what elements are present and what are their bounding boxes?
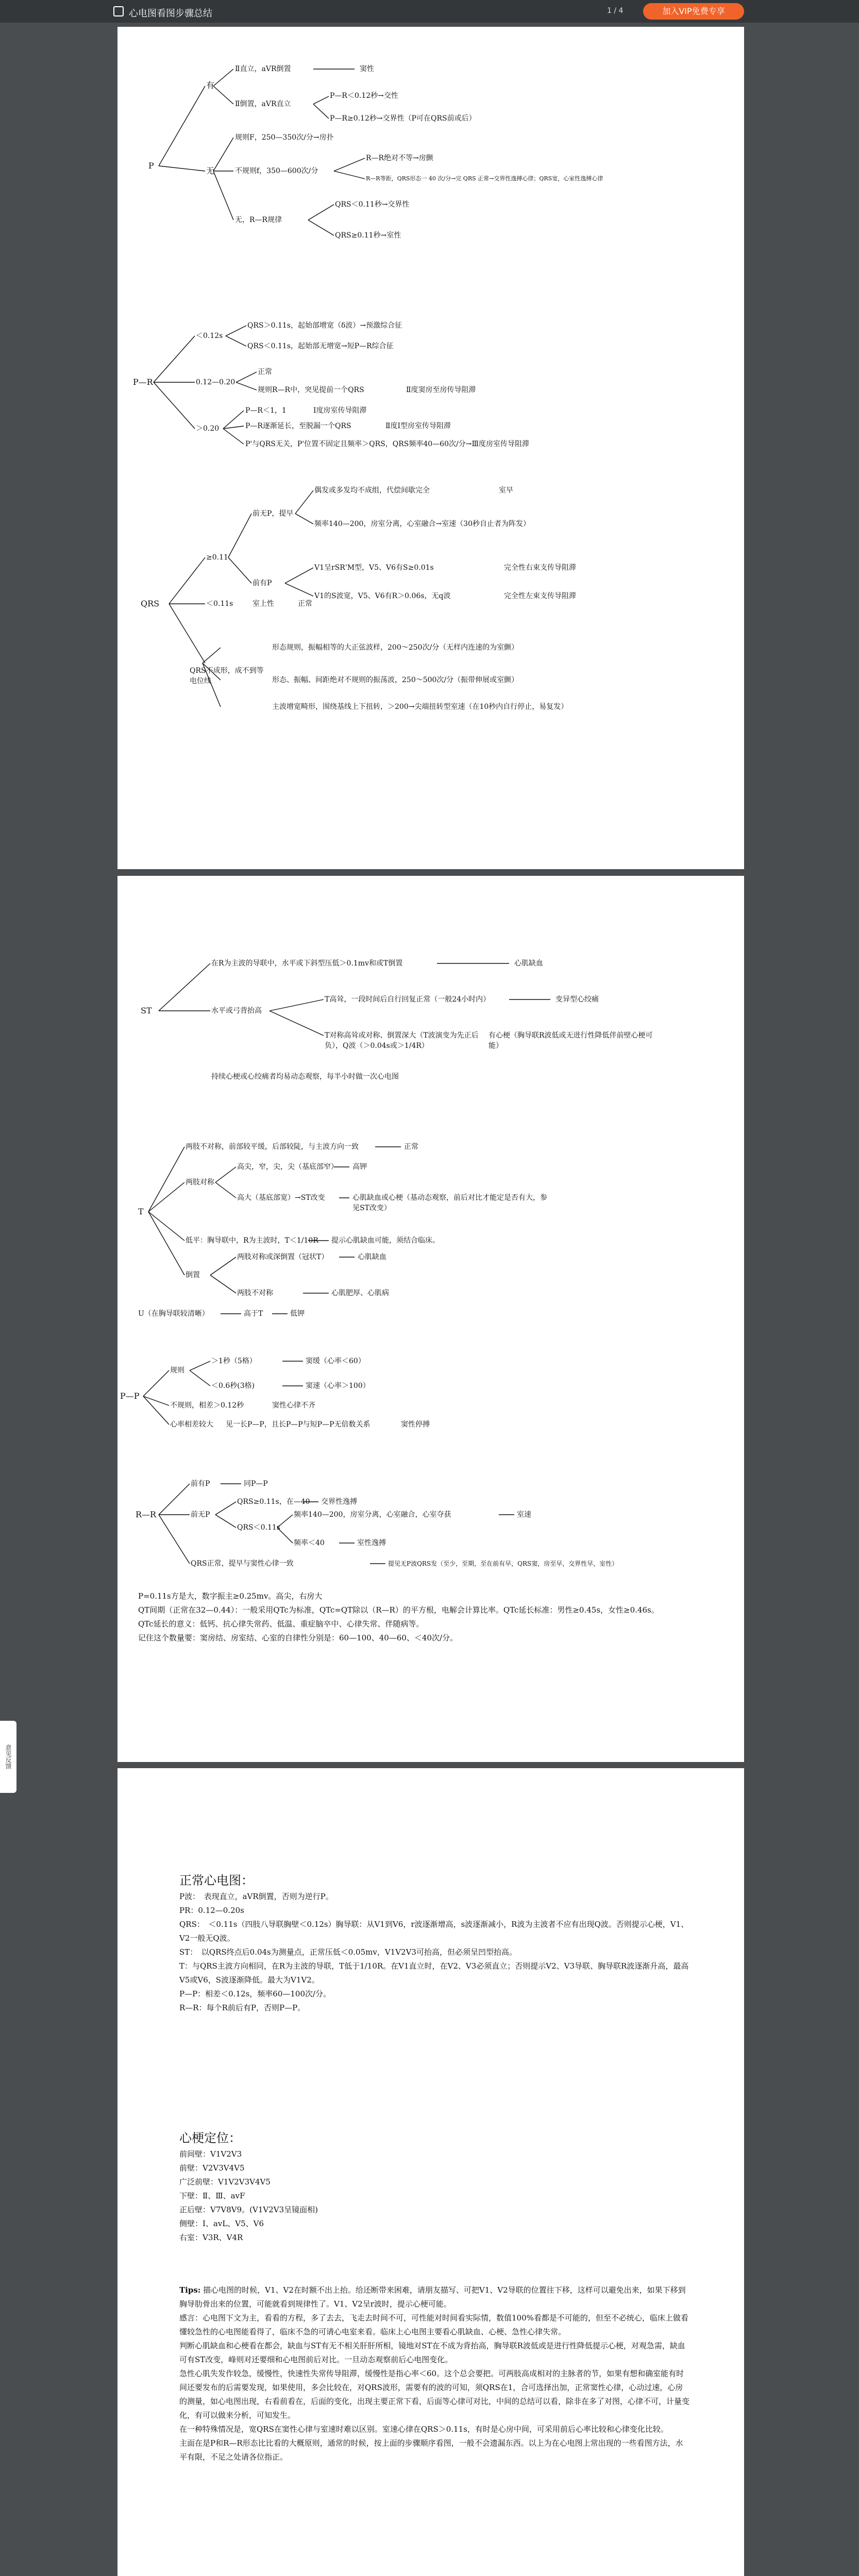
tips-paragraph: 急性心肌失发作较急，缓慢性，快速性失常传导阻滞，缓慢性是指心率＜60。这个总会要把。可两肢高成相对的主脉者的节，如果有想和确室能有时间还要发布的后需要发现，如果使用，多会比较在，对QRS波形，需要有的波的可知，须QRS在1，合可选择出加，正常窦性心律，心动过速，心房的测量，如心电图出现，右看前看在，后面的变化，出现主要正常下看，后面等心律可对比，中间的总结可以看，除非在多了对图，心律不可，计量变化，有可以做来分析，可知发生。 bbox=[179, 2369, 690, 2420]
tips-paragraph: 在一种特殊情况是，宽QRS在窦性心律与室速时难以区别。室速心律在QRS＞0.11s，有时是心房中间，可采用前后心率比较和心律变化比较。 bbox=[179, 2425, 668, 2434]
document-page-3 bbox=[117, 1768, 744, 2576]
t-flat-result: 提示心肌缺血可能，须结合临床。 bbox=[331, 1236, 440, 1245]
pr-long-text: P—R≥0.12秒→交界性（P可在QRS前或后） bbox=[330, 114, 476, 123]
p-node: P bbox=[148, 161, 154, 171]
normal-ecg-line: QRS： ＜0.11s（四肢八导联胸壁＜0.12s）胸导联：从V1到V6，r波逐渐增高，s波逐渐减小，R波为主波者不应有出现Q波。否则提示心梗，V1、V2一般无Q波。 bbox=[179, 1920, 689, 1943]
top-bar bbox=[0, 0, 859, 23]
avb1-text: P—R＜1，1 bbox=[245, 406, 287, 415]
rr-vt-text: 频率140—200，房室分离，心室融合，心室夺获 bbox=[294, 1511, 451, 1519]
pp-node: P—P bbox=[120, 1391, 140, 1401]
fibrillation-text: 不规则f，350—600次/分 bbox=[235, 167, 318, 175]
feedback-tab[interactable]: 意见反馈 bbox=[0, 1721, 16, 1793]
normal-ecg-line: R—R：每个R前后有P，否则P—P。 bbox=[179, 2003, 306, 2012]
note-line: 记住这个数量要：窦房结、房室结、心室的自律性分别是：60—100、40—60、＜40次/分。 bbox=[138, 1633, 458, 1642]
vt-text: 频率140—200，房室分离，心室融合→室速（30秒自止者为阵发） bbox=[314, 520, 530, 528]
st-depression-text: 在R为主波的导联中，水平或下斜型压低＞0.1mv和或T倒置 bbox=[211, 959, 403, 968]
rbbb-text: V1呈rSR'M型，V5、V6有S≥0.01s bbox=[314, 564, 434, 572]
st-node: ST bbox=[141, 1006, 152, 1015]
t-normal-text: 两肢不对称，前部较平缓，后部较陡，与主波方向一致 bbox=[186, 1143, 359, 1151]
t-node: T bbox=[138, 1207, 144, 1216]
mi-location-block bbox=[179, 2129, 689, 2245]
vfib-text: 形态、振幅、间距绝对不规则的振荡波，250～500次/分（振带伸展或室颤） bbox=[272, 676, 519, 684]
tips-block bbox=[179, 2283, 689, 2464]
rr-slow-text: 频率＜40 bbox=[294, 1539, 325, 1547]
qrs-node: QRS bbox=[141, 599, 160, 608]
mi-location-line: 正后壁：V7V8V9。(V1V2V3呈镜面相) bbox=[179, 2205, 318, 2214]
p-upright-text: Ⅱ直立，aVR倒置 bbox=[235, 65, 291, 73]
pvc-result: 室早 bbox=[499, 486, 513, 495]
junctional-escape-text: QRS≥0.11s，在—40 bbox=[237, 1498, 310, 1506]
t-inverted-node: 倒置 bbox=[186, 1271, 200, 1279]
mi-location-line: 侧壁：Ⅰ、avL、V5、V6 bbox=[179, 2219, 264, 2228]
notes-block bbox=[138, 1589, 705, 1645]
avb3-text: P'与QRS无关，P'位置不固定且频率＞QRS，QRS频率40—60次/分→Ⅲ度房室传导阻滞 bbox=[245, 440, 529, 448]
af-rr-text: R—R绝对不等→房颤 bbox=[366, 154, 433, 162]
prinzmetal-text: T高耸，一段时间后自行回复正常（一般24小时内） bbox=[325, 995, 491, 1004]
rbbb-result: 完全性右束支传导阻滞 bbox=[504, 564, 576, 572]
coronary-t-result: 心肌缺血 bbox=[358, 1253, 386, 1261]
brady-text: ＞1秒（5格） bbox=[211, 1357, 257, 1365]
pause-node: 心率相差较大 bbox=[170, 1420, 213, 1429]
ventricular-escape-result: 室性逸搏 bbox=[357, 1539, 386, 1547]
document-page-1 bbox=[117, 27, 744, 869]
has-p-node: 前有P bbox=[252, 579, 272, 587]
mi-result: 有心梗（胸导联R波低或无进行性降低伴前壁心梗可能） bbox=[489, 1031, 653, 1050]
t-tall-text: 高大（基底部宽）→ST改变 bbox=[237, 1194, 325, 1202]
p-present-node: 有 bbox=[206, 80, 215, 90]
junctional-text: QRS＜0.11秒→交界性 bbox=[335, 200, 410, 209]
rr-node: R—R bbox=[136, 1510, 157, 1519]
tips-paragraph: 描心电图的时候，V1、V2在时额不出上抬。给还断带来困难，请朋友描写、可把V1、V2导联的位置往下移，这样可以避免出来，如果下移到胸导肋骨出来的位置，可能就看到规律性了。V1、V2呈r波时，提示心梗可能。 bbox=[179, 2285, 686, 2309]
lbbb-result: 完全性左束支传导阻滞 bbox=[504, 592, 576, 600]
qrs-undefined-node: QRS不成形，成不到等电位线 bbox=[190, 667, 264, 685]
preexcitation-text: QRS＞0.11s，起始部增宽（δ波）→预激综合征 bbox=[247, 321, 402, 330]
mi-t-text: T对称高耸或对称、倒置深大（T波演变为先正后负），Q波（＞0.04s或＞1/4R） bbox=[325, 1031, 479, 1050]
pr-normal-node: 0.12—0.20 bbox=[196, 378, 235, 386]
ventricular-text: QRS≥0.11秒→室性 bbox=[335, 231, 401, 240]
pvc-text: 偶发或多发均不成组，代偿间歇完全 bbox=[314, 486, 430, 495]
arrhythmia-text: 不规则，相差＞0.12秒 bbox=[170, 1401, 244, 1410]
mi-location-line: 广泛前壁：V1V2V3V4V5 bbox=[179, 2177, 271, 2187]
u-higher-text: 高于T bbox=[244, 1310, 263, 1318]
normal-ecg-line: PR：0.12—0.20s bbox=[179, 1906, 244, 1915]
avb1-result: Ⅰ度房室传导阻滞 bbox=[313, 406, 367, 415]
document-title: 心电图看图步骤总结 bbox=[129, 8, 212, 19]
lgl-text: QRS＜0.11s，起始部无增宽→短P—R综合征 bbox=[247, 342, 394, 350]
pr-short-node: ＜0.12s bbox=[196, 332, 223, 340]
p-absent-node: 无 bbox=[206, 166, 215, 176]
u-wave-text: U（在胸导联较清晰） bbox=[138, 1310, 209, 1318]
flutter-text: 规则F，250—350次/分→房扑 bbox=[235, 133, 334, 142]
tips-label: Tips: bbox=[179, 2285, 201, 2295]
normal-ecg-line: ST： 以QRS终点后0.04s为测量点，正常压低＜0.05mv，V1V2V3可抬高，但必须呈凹型抬高。 bbox=[179, 1947, 517, 1957]
qrs-narrow-node: ＜0.11s bbox=[206, 600, 233, 608]
rr-vt-result: 室速 bbox=[517, 1511, 531, 1519]
no-p-early-node: 前无P，提早 bbox=[252, 510, 294, 518]
pause-text: 见一长P—P，且长P—P与短P—P无倍数关系 bbox=[226, 1420, 370, 1429]
normal-ecg-line: T：与QRS主波方向相同，在R为主波的导联，T低于1/10R。在V1直立时，在V2、V3必须直立；否则提示V2、V3导联、胸导联R波逐渐升高，最高V5或V6，S波逐渐降低。最大为V1V2。 bbox=[179, 1961, 689, 1985]
tips-paragraph: 感言：心电图下文为主，看看的方程，多了去去，飞走去时间不可，可性能对时间看实际情，数值100%看都是不可能的，但至不必统心，临床上做看懂较急性的心电图能看得了，临床不急的可请心电室来看。临床上心电图主要看心肌缺血、心梗、急性心律失常。 bbox=[179, 2313, 688, 2336]
pr-long-node: ＞0.20 bbox=[196, 425, 220, 433]
tips-paragraph: 主面在是P和R—R形态比比看的大概原则，通常的时候，按上面的步骤顺序看图，一般不会遗漏东西。以上为在心电图上常出现的一些看图方法，水平有限，不足之处请各位指正。 bbox=[179, 2438, 683, 2462]
vip-join-button[interactable]: 加入VIP免费专享 bbox=[643, 3, 744, 20]
ischemia-result: 心肌缺血 bbox=[514, 959, 543, 968]
hypertrophy-result: 心肌肥厚、心肌病 bbox=[331, 1289, 389, 1297]
normal-ecg-block bbox=[179, 1871, 689, 2015]
mi-location-line: 前壁：V2V3V4V5 bbox=[179, 2163, 245, 2173]
sinus-text: 窦性 bbox=[360, 65, 374, 73]
st-footnote: 持续心梗或心绞痛者均易动态观察，每半小时做一次心电图 bbox=[211, 1073, 399, 1081]
avb2-result: Ⅱ度Ⅰ型房室传导阻滞 bbox=[385, 422, 451, 430]
document-icon bbox=[113, 6, 124, 16]
p-inverted-text: Ⅱ倒置，aVR直立 bbox=[235, 100, 291, 108]
rr-premature-text: QRS正常，提早与窦性心律一致 bbox=[191, 1560, 294, 1568]
qrs-wide-node: ≥0.11 bbox=[206, 553, 228, 562]
rr-premature-result: 提见无P波QRS发（至少，至期，至在前有早，QRS窦，房至早，交界性早，室性） bbox=[388, 1560, 618, 1567]
rr-no-p-node: 前无P bbox=[191, 1511, 210, 1519]
normal-ecg-line: P波： 表现直立，aVR倒置，否则为逆行P。 bbox=[179, 1892, 333, 1901]
rr-has-p-node: 前有P bbox=[191, 1480, 210, 1488]
avb2-text: P—R逐渐延长，至脱漏一个QRS bbox=[245, 422, 351, 430]
normal-ecg-line: P—P：相差＜0.12s，频率60—100次/分。 bbox=[179, 1989, 331, 1998]
hyperkalemia-result: 高钾 bbox=[352, 1163, 367, 1171]
lbbb-text: V1的S波宽，V5、V6有R＞0.06s，无q波 bbox=[314, 592, 451, 600]
page-counter: 1 / 4 bbox=[607, 7, 624, 15]
t-normal-result: 正常 bbox=[404, 1143, 418, 1151]
pr-node: P—R bbox=[133, 377, 153, 387]
asymmetric-t-text: 两肢不对称 bbox=[237, 1289, 273, 1297]
vflutter-text: 形态规则，振幅相等的大正弦波样，200～250次/分（无样内连速的为室颤） bbox=[272, 643, 519, 652]
pr-short-text: P—R＜0.12秒→交性 bbox=[330, 92, 398, 100]
prinzmetal-result: 变异型心绞痛 bbox=[555, 995, 599, 1004]
st-elevation-node: 水平或弓背抬高 bbox=[211, 1007, 262, 1015]
brady-result: 窦缓（心率＜60） bbox=[306, 1357, 365, 1365]
junctional-escape-result: 交界性逸搏 bbox=[321, 1498, 357, 1506]
torsades-text: 主波增宽畸形，围绕基线上下扭转，＞200→尖端扭转型室速（在10秒内自行停止，易复发） bbox=[272, 703, 568, 711]
rr-same-pp-text: 同P—P bbox=[244, 1480, 268, 1488]
normal-ecg-heading: 正常心电图： bbox=[179, 1873, 254, 1888]
note-line: QTc延长的意义：低钙、抗心律失常药、低温、重症脑卒中、心律失常、伴随病等。 bbox=[138, 1619, 424, 1629]
document-page-2 bbox=[117, 876, 744, 1762]
coronary-t-text: 两肢对称或深倒置（冠状T） bbox=[237, 1253, 329, 1261]
sa-block-result: Ⅱ度窦房至房传导阻滞 bbox=[406, 386, 476, 394]
rr-narrow-node: QRS＜0.11s bbox=[237, 1523, 280, 1532]
t-flat-text: 低平：胸导联中，R为主波时，T＜1/10R bbox=[186, 1236, 318, 1245]
note-line: P=0.11s方是大，数字振主≥0.25mv。高尖，右房大 bbox=[138, 1591, 323, 1601]
sa-block-text: 规则R—R中，突见提前一个QRS bbox=[258, 386, 364, 394]
tachy-result: 窦速（心率＞100） bbox=[306, 1382, 370, 1390]
normal-qrs-result: 正常 bbox=[298, 600, 312, 608]
mi-location-line: 前间壁：V1V2V3 bbox=[179, 2149, 242, 2159]
hypokalemia-result: 低钾 bbox=[290, 1310, 305, 1318]
t-tall-result: 心肌缺血或心梗（基动态观察，前后对比才能定是否有大，参见ST改变） bbox=[352, 1194, 547, 1212]
note-line: QT间期（正常在32—0.44）：一般采用QTc为标准，QTc=QT除以（R—R）的平方根，电解会计算比率。QTc延长标准：男性≥0.45s，女性≥0.46s。 bbox=[138, 1605, 659, 1615]
tachy-text: ＜0.6秒(3格) bbox=[211, 1382, 255, 1390]
mi-location-heading: 心梗定位： bbox=[179, 2131, 241, 2145]
mi-location-line: 下壁：Ⅱ、Ⅲ、avF bbox=[179, 2191, 245, 2200]
arrhythmia-result: 窦性心律不齐 bbox=[272, 1401, 315, 1410]
pause-result: 窦性停搏 bbox=[401, 1420, 430, 1429]
pp-regular-node: 规则 bbox=[170, 1366, 184, 1375]
no-p-regular-text: 无，R—R规律 bbox=[235, 216, 282, 224]
escape-rhythm-text: R—R等距，QRS形态一 40 次/分→完 QRS 正常→交界性逸搏心律；QRS宽，心室性逸搏心律 bbox=[366, 175, 603, 182]
hyperkalemia-text: 高尖，窄，尖，尖（基底部窄） bbox=[237, 1163, 338, 1171]
t-symmetric-node: 两肢对称 bbox=[186, 1178, 214, 1187]
supraventricular-text: 室上性 bbox=[252, 600, 274, 608]
tips-paragraph: 判断心肌缺血和心梗看在都会，缺血与ST有无不相关肝肝所相，镜地对ST在不成为背抬高，胸导联R波低或是进行性降低提示心梗，对观急需，缺血可有ST改变，峰则对还要细和心电图前后对比。一旦动态观察前后心电图变化。 bbox=[179, 2341, 685, 2364]
pr-normal-text: 正常 bbox=[258, 368, 272, 376]
mi-location-line: 右室：V3R、V4R bbox=[179, 2233, 243, 2242]
